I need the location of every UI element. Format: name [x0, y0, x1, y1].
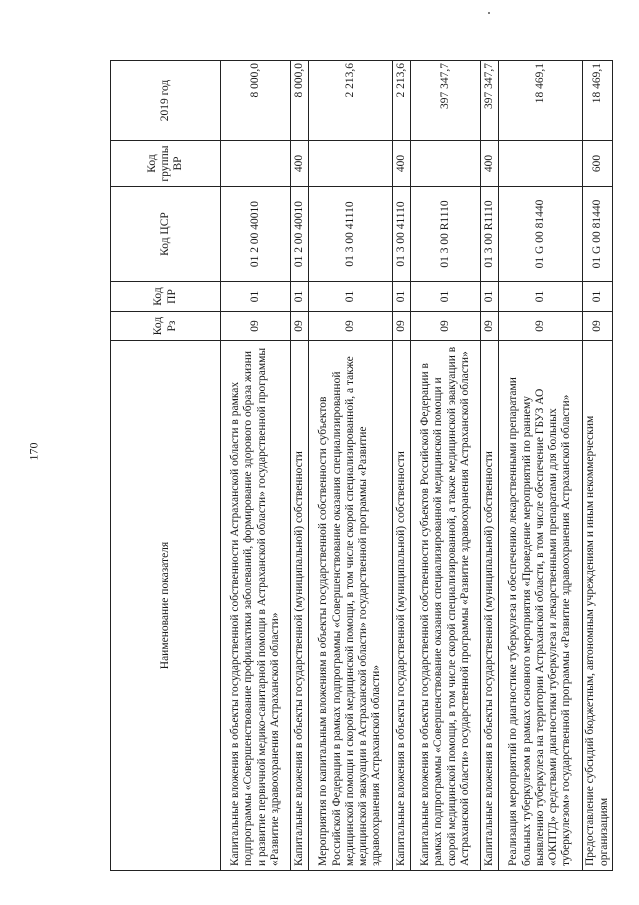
row-amount: 8 000,0 — [291, 61, 309, 141]
table-row — [499, 61, 583, 871]
row-rz: 09 — [499, 312, 583, 341]
row-csr: 01 3 00 41110 — [309, 187, 393, 282]
row-vr: 600 — [583, 141, 613, 187]
row-name: Капитальные вложения в объекты государственной (муниципальной) собственности — [291, 341, 309, 871]
row-name: Капитальные вложения в объекты государственной (муниципальной) собственности — [393, 341, 411, 871]
table-row — [411, 61, 481, 871]
row-vr — [411, 141, 481, 187]
row-csr: 01 G 00 81440 — [583, 187, 613, 282]
row-rz: 09 — [583, 312, 613, 341]
row-pr: 01 — [393, 282, 411, 312]
page-number: 170 — [26, 442, 41, 461]
row-name: Реализация мероприятий по диагностике туберкулеза и обеспечению лекарственными препаратами больных туберкулезом в рамках основного мероприятия «Проведение мероприятий по раннему выявлению туберкулеза на территории Астраханской области, в том числе обеспечение ГБУЗ АО «ОКПТД» средствами диагностики туберкулеза и лекарственными препаратами для больных туберкулезом» государственной программы «Развитие здравоохранения Астраханской области» — [499, 341, 583, 871]
row-pr: 01 — [309, 282, 393, 312]
row-csr: 01 3 00 R1110 — [411, 187, 481, 282]
row-pr: 01 — [291, 282, 309, 312]
row-name: Капитальные вложения в объекты государственной собственности субъектов Российской Федерации в рамках подпрограммы «Совершенствование оказания специализированной медицинской помощи и скорой медицинской помощи, в том числе скорой специализированной, а также медицинской эвакуации в Астраханской области» государственной программы «Развитие здравоохранения Астраханской области» — [411, 341, 481, 871]
rotated-table-container — [110, 61, 610, 871]
row-rz: 09 — [393, 312, 411, 341]
row-pr: 01 — [411, 282, 481, 312]
table-row — [221, 61, 291, 871]
row-csr: 01 G 00 81440 — [499, 187, 583, 282]
table-row — [309, 61, 393, 871]
row-vr: 400 — [481, 141, 499, 187]
row-amount: 397 347,7 — [481, 61, 499, 141]
row-csr: 01 2 00 40010 — [291, 187, 309, 282]
header-name: Наименование показателя — [111, 341, 221, 871]
row-rz: 09 — [291, 312, 309, 341]
row-name: Мероприятия по капитальным вложениям в объекты государственной собственности субъектов Российской Федерации в рамках подпрограммы «Совершенствование оказания специализированной медицинской помощи и скорой медицинской помощи, в том числе скорой специализированной, а также медицинской эвакуации в Астраханской области» государственной программы «Развитие здравоохранения Астраханской области» — [309, 341, 393, 871]
row-vr — [499, 141, 583, 187]
table-row — [481, 61, 499, 871]
row-pr: 01 — [481, 282, 499, 312]
header-pr: Код ПР — [111, 282, 221, 312]
row-rz: 09 — [481, 312, 499, 341]
row-pr: 01 — [499, 282, 583, 312]
row-amount: 397 347,7 — [411, 61, 481, 141]
row-pr: 01 — [221, 282, 291, 312]
budget-table — [110, 60, 613, 871]
row-pr: 01 — [583, 282, 613, 312]
row-rz: 09 — [221, 312, 291, 341]
row-amount: 18 469,1 — [583, 61, 613, 141]
row-vr — [309, 141, 393, 187]
row-vr — [221, 141, 291, 187]
table-header-row — [111, 61, 221, 871]
row-csr: 01 3 00 41110 — [393, 187, 411, 282]
row-rz: 09 — [411, 312, 481, 341]
header-vr: Код группы ВР — [111, 141, 221, 187]
row-amount: 18 469,1 — [499, 61, 583, 141]
table-row — [393, 61, 411, 871]
scan-speck — [488, 12, 490, 14]
header-year: 2019 год — [111, 61, 221, 141]
row-amount: 2 213,6 — [393, 61, 411, 141]
row-name: Капитальные вложения в объекты государственной собственности Астраханской области в рамках подпрограммы «Совершенствование профилактики заболеваний, формирование здорового образа жизни и развитие первичной медико-санитарной помощи в Астраханской области» государственной программы «Развитие здравоохранения Астраханской области» — [221, 341, 291, 871]
row-amount: 2 213,6 — [309, 61, 393, 141]
row-name: Капитальные вложения в объекты государственной (муниципальной) собственности — [481, 341, 499, 871]
header-csr: Код ЦСР — [111, 187, 221, 282]
row-amount: 8 000,0 — [221, 61, 291, 141]
row-vr: 400 — [291, 141, 309, 187]
header-rz: Код Рз — [111, 312, 221, 341]
table-row — [583, 61, 613, 871]
row-rz: 09 — [309, 312, 393, 341]
row-name: Предоставление субсидий бюджетным, автономным учреждениям и иным некоммерческим организациям — [583, 341, 613, 871]
row-csr: 01 3 00 R1110 — [481, 187, 499, 282]
row-csr: 01 2 00 40010 — [221, 187, 291, 282]
row-vr: 400 — [393, 141, 411, 187]
table-row — [291, 61, 309, 871]
